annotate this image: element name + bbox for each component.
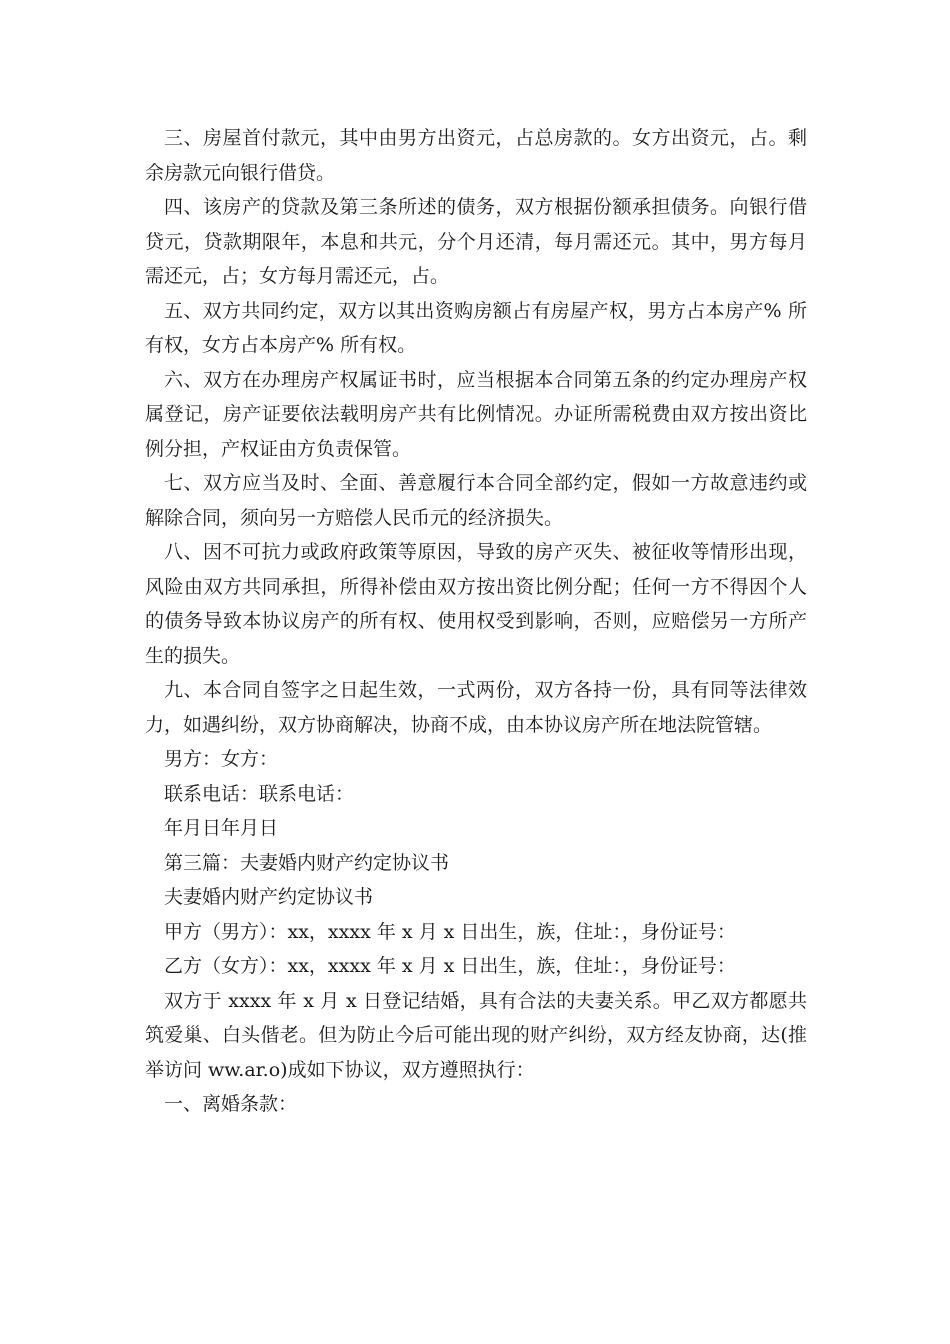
party-b-info: 乙方（女方）：xx，xxxx 年 x 月 x 日出生，族，住址：，身份证号： [164,955,736,977]
signature-phones: 联系电话：联系电话： [164,782,355,805]
chapter-heading: 第三篇：夫妻婚内财产约定协议书 [164,851,450,874]
clause-4: 四、该房产的贷款及第三条所述的债务，双方根据份额承担债务。向银行借贷元，贷款期限年，本息和共元，分个月还清，每月需还元。其中，男方每月需还元，占；女方每月需还元，占。 [145,196,807,287]
signature-parties: 男方：女方： [164,748,279,770]
clause-8: 八、因不可抗力或政府政策等原因，导致的房产灭失、被征收等情形出现，风险由双方共同承担，所得补偿由双方按出资比例分配；任何一方不得因个人的债务导致本协议房产的所有权、使用权受到影响，否则，应赔偿另一方所产生的损失。 [145,541,807,667]
signature-dates: 年月日年月日 [164,817,279,839]
clause-6: 六、双方在办理房产权属证书时，应当根据本合同第五条的约定办理房产权属登记，房产证要依法载明房产共有比例情况。办证所需税费由双方按出资比例分担，产权证由方负责保管。 [145,368,807,460]
clause-5: 五、双方共同约定，双方以其出资购房额占有房屋产权，男方占本房产% 所有权，女方占本房产% 所有权。 [145,299,807,356]
clause-9: 九、本合同自签字之日起生效，一式两份，双方各持一份，具有同等法律效力，如遇纠纷，双方协商解决，协商不成，由本协议房产所在地法院管辖。 [145,679,807,736]
section-heading: 一、离婚条款： [164,1093,298,1115]
party-a-info: 甲方（男方）：xx，xxxx 年 x 月 x 日出生，族，住址：，身份证号： [164,920,736,943]
clause-7: 七、双方应当及时、全面、善意履行本合同全部约定，假如一方故意违约或解除合同，须向另一方赔偿人民币元的经济损失。 [145,472,807,529]
document-page [145,121,807,1122]
agreement-title: 夫妻婚内财产约定协议书 [164,886,374,908]
clause-3: 三、房屋首付款元，其中由男方出资元，占总房款的。女方出资元，占。剩余房款元向银行借贷。 [145,127,807,184]
intro-paragraph: 双方于 xxxx 年 x 月 x 日登记结婚，具有合法的夫妻关系。甲乙双方都愿共筑爱巢、白头偕老。但为防止今后可能出现的财产纠纷，双方经友协商，达(推举访问 ww.ar.o)成如下协议，双方遵照执行： [145,989,807,1081]
